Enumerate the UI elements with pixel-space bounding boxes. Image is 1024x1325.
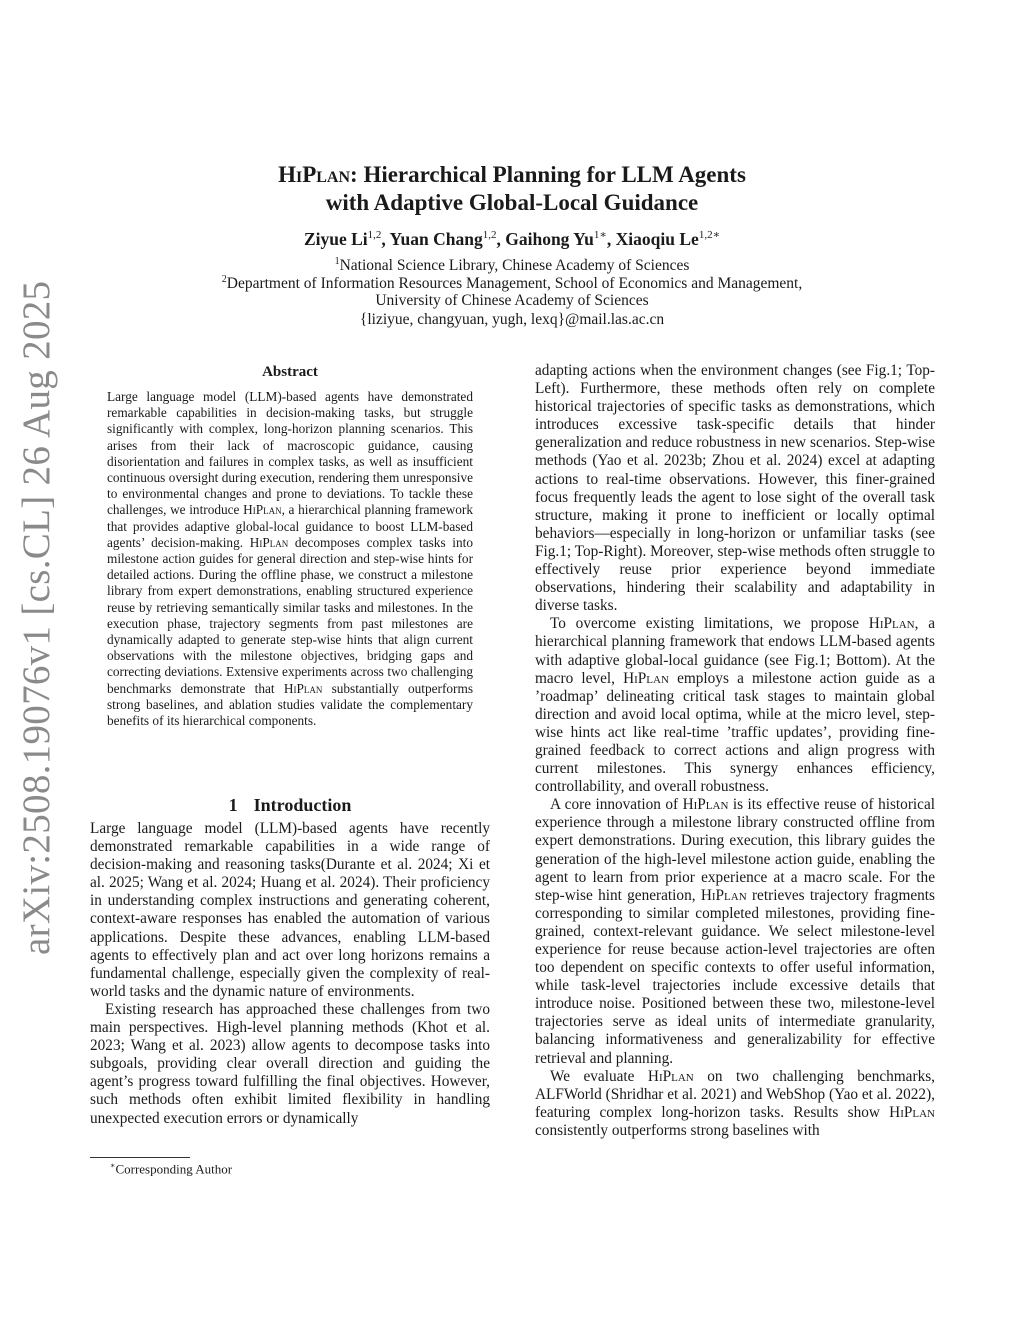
footnote-text: Corresponding Author — [115, 1161, 233, 1177]
author: Xiaoqiu Le — [615, 228, 699, 249]
affiliation-mark: 2 — [221, 274, 227, 285]
affiliation-2-cont: University of Chinese Academy of Sciences — [375, 292, 649, 309]
paragraph-text: We evaluate — [550, 1067, 648, 1085]
paragraph: Existing research has approached these challenges from two main perspectives. High-level planning methods (Khot et al. 2023; Wang et al. 2023) allow agents to decompose tasks into subgoals, providing clear overall direction and guiding the agent’s progress toward fulfilling the final objectives. However, such methods often exhibit limited flexibility in handling unexpected execution errors or dynamically — [90, 1000, 490, 1127]
footnote-mark: ∗ — [110, 1161, 116, 1170]
author: Gaihong Yu — [505, 228, 594, 249]
author-emails: {liziyue, changyuan, yugh, lexq}@mail.las.ac.cn — [359, 311, 665, 328]
affiliation-text: National Science Library, Chinese Academy of Sciences — [339, 257, 690, 275]
author-affil-mark: 1,2 — [482, 229, 497, 241]
framework-name: HiPlan — [682, 796, 729, 814]
section-number: 1 — [228, 795, 238, 815]
paragraph: adapting actions when the environment changes (see Fig.1; Top-Left). Furthermore, these methods often rely on complete historical trajectories of specific tasks as demonstrations, which introduces excessive task-specific details that hinder generalization and reduce robustness in new scenarios. Step-wise methods (Yao et al. 2023b; Zhou et al. 2024) excel at adapting actions to real-time observations. However, this finer-grained focus frequently leads the agent to lose sight of the overall task structure, making it prone to inefficient or locally optimal behaviors—especially in long-horizon or unfamiliar tasks (see Fig.1; Top-Right). Moreover, step-wise methods often struggle to effectively reuse prior experience beyond immediate observations, hindering their scalability and adaptability in diverse tasks. — [535, 362, 935, 615]
framework-name: HiPlan — [249, 534, 289, 550]
affiliation-1 — [0, 256, 1024, 275]
paragraph-text: employs a milestone action guide as a ’roadmap’ delineating critical task stages to maintain global direction and avoid local optima, while at the micro level, step-wise hints act like real-time ’traffic updates’, providing fine-grained feedback to correct actions and align progress with current milestones. This synergy enhances efficiency, controllability, and overall robustness. — [535, 669, 936, 796]
author-affil-mark: 1,2∗ — [698, 229, 721, 241]
section-heading-introduction — [90, 795, 490, 816]
paper-title — [0, 160, 1024, 189]
footnote — [110, 1161, 232, 1177]
paragraph-text: on two challenging benchmarks, ALFWorld (Shridhar et al. 2021) and WebShop (Yao et al. 2022), featuring complex long-horizon tasks. Results show — [535, 1067, 935, 1121]
affiliation-text: Department of Information Resources Management, School of Economics and Management, — [226, 275, 803, 293]
author-separator: , — [606, 228, 616, 249]
paragraph — [535, 796, 935, 1067]
framework-name: HiPlan — [623, 669, 669, 687]
abstract-body — [107, 389, 473, 729]
author-affil-mark: 1∗ — [593, 229, 607, 241]
framework-name: HiPlan — [889, 1103, 935, 1121]
abstract-text: substantially outperforms strong baselines, and ablation studies validate the complementary benefits of its hierarchical components. — [107, 680, 474, 729]
title-line-2: with Adaptive Global-Local Guidance — [325, 190, 699, 215]
framework-name: HiPlan — [243, 502, 282, 518]
abstract-text: decomposes complex tasks into milestone action guides for general direction and step-wise hints for detailed actions. During the offline phase, we construct a milestone library from expert demonstrations, enabling structured experience reuse by retrieving semantically similar tasks and milestones. In the execution phase, trajectory segments from past milestones are dynamically adapted to generate step-wise hints that align current observations with the milestone objectives, bridging gaps and correcting deviations. Extensive experiments across two challenging benchmarks demonstrate that — [107, 534, 473, 696]
abstract-text: , a hierarchical planning framework that provides adaptive global-local guidance to boost LLM-based agents’ decision-making. — [107, 502, 473, 550]
paragraph-text: A core innovation of — [550, 796, 683, 814]
paragraph-text: To overcome existing limitations, we propose — [550, 615, 869, 633]
arxiv-stamp: arXiv:2508.19076v1 [cs.CL] 26 Aug 2025 — [15, 280, 58, 955]
framework-name: HiPlan — [700, 886, 747, 904]
framework-name: HiPlan — [647, 1067, 694, 1085]
section-title: Introduction — [253, 795, 352, 815]
author-affil-mark: 1,2 — [367, 229, 382, 241]
affiliation-2 — [0, 274, 1024, 293]
title-line-1: : Hierarchical Planning for LLM Agents — [350, 162, 746, 187]
right-column — [535, 362, 935, 1140]
paragraph-text: retrieves trajectory fragments corresponding to similar completed milestones, providing fine-grained, context-relevant guidance. We select milestone-level experience for reuse because action-level trajectories are often too dependent on specific contexts to offer useful information, while task-level trajectories include excessive details that introduce noise. Positioned between these two, milestone-level trajectories serve as ideal units of intermediate granularity, balancing informativeness and generalizability for effective retrieval and planning. — [535, 886, 935, 1067]
framework-name: HiPlan — [868, 615, 915, 633]
introduction-body — [90, 820, 490, 1128]
author-separator: , — [496, 228, 506, 249]
paragraph-text: , a hierarchical planning framework that endows LLM-based agents with adaptive global-local guidance (see Fig.1; Bottom). At the macro level, — [535, 615, 935, 687]
paragraph-text: is its effective reuse of historical experience through a milestone library constructed offline from expert demonstrations. During execution, this library guides the generation of the high-level milestone action guide, enabling the agent to learn from prior experience at a macro scale. For the step-wise hint generation, — [535, 796, 935, 904]
abstract-text: Large language model (LLM)-based agents have demonstrated remarkable capabilities in decision-making tasks, but struggle significantly with complex, long-horizon planning scenarios. This arises from their lack of macroscopic guidance, causing disorientation and failures in complex tasks, as well as insufficient continuous oversight during execution, rendering them unresponsive to environmental changes and prone to deviations. To tackle these challenges, we introduce — [107, 389, 473, 518]
framework-name: HiPlan — [283, 680, 323, 696]
author-list — [0, 228, 1024, 250]
paragraph-text: consistently outperforms strong baselines with — [535, 1121, 820, 1139]
affiliation-mark: 1 — [334, 256, 340, 267]
author: Yuan Chang — [389, 228, 483, 249]
paragraph — [535, 1068, 935, 1140]
abstract-heading: Abstract — [262, 364, 318, 380]
author: Ziyue Li — [303, 228, 368, 249]
author-separator: , — [381, 228, 390, 249]
framework-name: HiPlan — [278, 162, 351, 187]
footnote-rule — [90, 1157, 190, 1158]
paragraph: Large language model (LLM)-based agents have recently demonstrated remarkable capabilities in a wide range of decision-making and reasoning tasks(Durante et al. 2024; Xi et al. 2025; Wang et al. 2024; Huang et al. 2024). Their proficiency in understanding complex instructions and generating coherent, context-aware responses has enabled the automation of various applications. Despite these advances, enabling LLM-based agents to effectively plan and act over long horizons remains a fundamental challenge, especially given the complexity of real-world tasks and the dynamic nature of environments. — [90, 820, 490, 1000]
paragraph — [535, 615, 935, 796]
